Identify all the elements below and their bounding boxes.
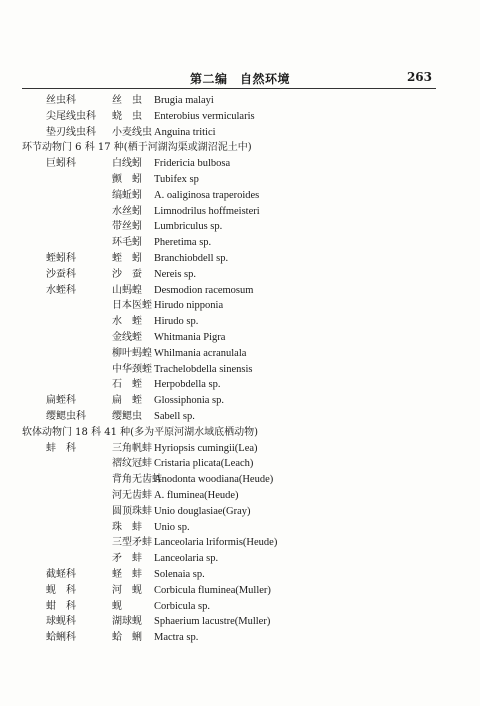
family-name: 缨鳃虫科 [46, 410, 86, 422]
latin-name: Unio sp. [154, 521, 190, 533]
latin-name: Desmodion racemosum [154, 284, 254, 296]
species-row [0, 251, 480, 267]
species-row [0, 567, 480, 583]
latin-name: Lanceolaria lriformis(Heude) [154, 537, 278, 549]
chinese-name: 圆顶珠蚌 [112, 505, 152, 517]
chinese-name: 矛 蚌 [112, 553, 142, 565]
family-name: 蛭蚓科 [46, 252, 76, 264]
latin-name: Sabell sp. [154, 410, 195, 422]
family-name: 截蛏科 [46, 568, 76, 580]
chinese-name: 蛤 蜊 [112, 632, 142, 644]
family-name: 球蚬科 [46, 616, 76, 628]
family-name: 蚌 科 [46, 442, 76, 454]
latin-name: Nereis sp. [154, 268, 196, 280]
chinese-name: 小麦线虫 [112, 126, 152, 138]
species-row [0, 599, 480, 615]
latin-name: Mactra sp. [154, 632, 199, 644]
species-row [0, 614, 480, 630]
species-row [0, 441, 480, 457]
family-name: 沙蚕科 [46, 268, 76, 280]
section-heading-text: 环节动物门 6 科 17 种(栖于河湖沟渠或湖沼泥土中) [22, 142, 252, 154]
chinese-name: 环毛蚓 [112, 237, 142, 249]
species-row [0, 298, 480, 314]
chinese-name: 水 蛭 [112, 316, 142, 328]
family-name: 水蛭科 [46, 284, 76, 296]
chinese-name: 三型矛蚌 [112, 537, 152, 549]
latin-name: Corbicula fluminea(Muller) [154, 584, 271, 596]
species-row [0, 172, 480, 188]
latin-name: Herpobdella sp. [154, 379, 221, 391]
species-row [0, 314, 480, 330]
latin-name: Fridericia bulbosa [154, 158, 231, 170]
species-row [0, 377, 480, 393]
family-name: 扁蛭科 [46, 395, 76, 407]
species-row [0, 535, 480, 551]
latin-name: Hyriopsis cumingii(Lea) [154, 442, 258, 454]
latin-name: Hirudo nipponia [154, 300, 224, 312]
latin-name: Enterobius vermicularis [154, 110, 255, 122]
chinese-name: 沙 蚕 [112, 268, 142, 280]
species-row [0, 267, 480, 283]
latin-name: Anguina tritici [154, 126, 216, 138]
chinese-name: 珠 蚌 [112, 521, 142, 533]
latin-name: Whitmania Pigra [154, 331, 226, 343]
species-row [0, 204, 480, 220]
species-row [0, 125, 480, 141]
chinese-name: 蛲 虫 [112, 110, 142, 122]
species-row [0, 330, 480, 346]
chinese-name: 缨鳃虫 [112, 410, 142, 422]
latin-name: Pheretima sp. [154, 237, 212, 249]
species-row [0, 362, 480, 378]
family-name: 蚬 科 [46, 584, 76, 596]
latin-name: Trachelobdella sinensis [154, 363, 253, 375]
family-name: 巨蚓科 [46, 158, 76, 170]
latin-name: Branchiobdell sp. [154, 252, 229, 264]
species-row [0, 551, 480, 567]
section-heading-text: 软体动物门 18 科 41 种(多为平原河湖水域底栖动物) [22, 426, 258, 438]
chinese-name: 扁 蛭 [112, 395, 142, 407]
chinese-name: 丝 虫 [112, 95, 142, 106]
latin-name: Tubifex sp [154, 173, 199, 185]
species-row [0, 393, 480, 409]
species-row [0, 504, 480, 520]
chinese-name: 水丝蚓 [112, 205, 142, 217]
family-name: 垫刃线虫科 [46, 126, 96, 138]
latin-name: Solenaia sp. [154, 568, 205, 580]
latin-name: Sphaerium lacustre(Muller) [154, 616, 271, 628]
family-name: 丝虫科 [46, 95, 76, 106]
chinese-name: 山蚂蝗 [112, 284, 142, 296]
latin-name: Cristaria plicata(Leach) [154, 458, 254, 470]
chinese-name: 颤 蚓 [112, 173, 142, 185]
chinese-name: 背角无齿蚌 [112, 474, 162, 486]
species-row [0, 235, 480, 251]
latin-name: A. fluminea(Heude) [154, 489, 239, 501]
chinese-name: 褶纹冠蚌 [112, 458, 152, 470]
chinese-name: 石 蛭 [112, 379, 142, 391]
latin-name: Whilmania acranulala [154, 347, 247, 359]
family-name: 尖尾线虫科 [46, 110, 96, 122]
species-list [0, 93, 480, 646]
chinese-name: 白线蚓 [112, 158, 142, 170]
chinese-name: 柳叶蚂蝗 [112, 347, 152, 359]
latin-name: Limnodrilus hoffmeisteri [154, 205, 260, 217]
latin-name: Brugia malayi [154, 95, 214, 106]
species-row [0, 219, 480, 235]
section-heading [0, 140, 480, 156]
latin-name: A. oaliginosa traperoides [154, 189, 260, 201]
family-name: 蚶 科 [46, 600, 76, 612]
latin-name: Hirudo sp. [154, 316, 199, 328]
section-heading [0, 425, 480, 441]
latin-name: Glossiphonia sp. [154, 395, 225, 407]
chinese-name: 蛭 蚓 [112, 252, 142, 264]
chinese-name: 金线蛭 [112, 331, 142, 343]
species-row [0, 409, 480, 425]
species-row [0, 488, 480, 504]
species-row [0, 109, 480, 125]
chinese-name: 日本医蛭 [112, 300, 152, 312]
latin-name: Corbicula sp. [154, 600, 210, 612]
species-row [0, 583, 480, 599]
latin-name: Anodonta woodiana(Heude) [154, 474, 274, 486]
chinese-name: 带丝蚓 [112, 221, 142, 233]
species-row [0, 472, 480, 488]
species-row [0, 456, 480, 472]
species-row [0, 283, 480, 299]
species-row [0, 630, 480, 646]
species-row [0, 188, 480, 204]
latin-name: Lanceolaria sp. [154, 553, 219, 565]
page-number: 263 [406, 70, 432, 84]
chinese-name: 蛏 蚌 [112, 568, 142, 580]
latin-name: Unio douglasiae(Gray) [154, 505, 251, 517]
latin-name: Lumbriculus sp. [154, 221, 223, 233]
chapter-title: 第二编 自然环境 [189, 72, 290, 86]
species-row [0, 520, 480, 536]
family-name: 蛤蜊科 [46, 632, 76, 644]
chinese-name: 湖球蚬 [112, 616, 142, 628]
chinese-name: 三角帆蚌 [112, 442, 152, 454]
species-row [0, 156, 480, 172]
chinese-name: 河 蚬 [112, 584, 142, 596]
chinese-name: 中华颈蛭 [112, 363, 152, 375]
page-header [0, 0, 480, 92]
chinese-name: 缟蚯蚓 [112, 189, 142, 201]
species-row [0, 346, 480, 362]
species-row [0, 93, 480, 109]
chinese-name: 蚬 [112, 600, 122, 612]
header-rule [22, 88, 436, 89]
chinese-name: 河无齿蚌 [112, 489, 152, 501]
